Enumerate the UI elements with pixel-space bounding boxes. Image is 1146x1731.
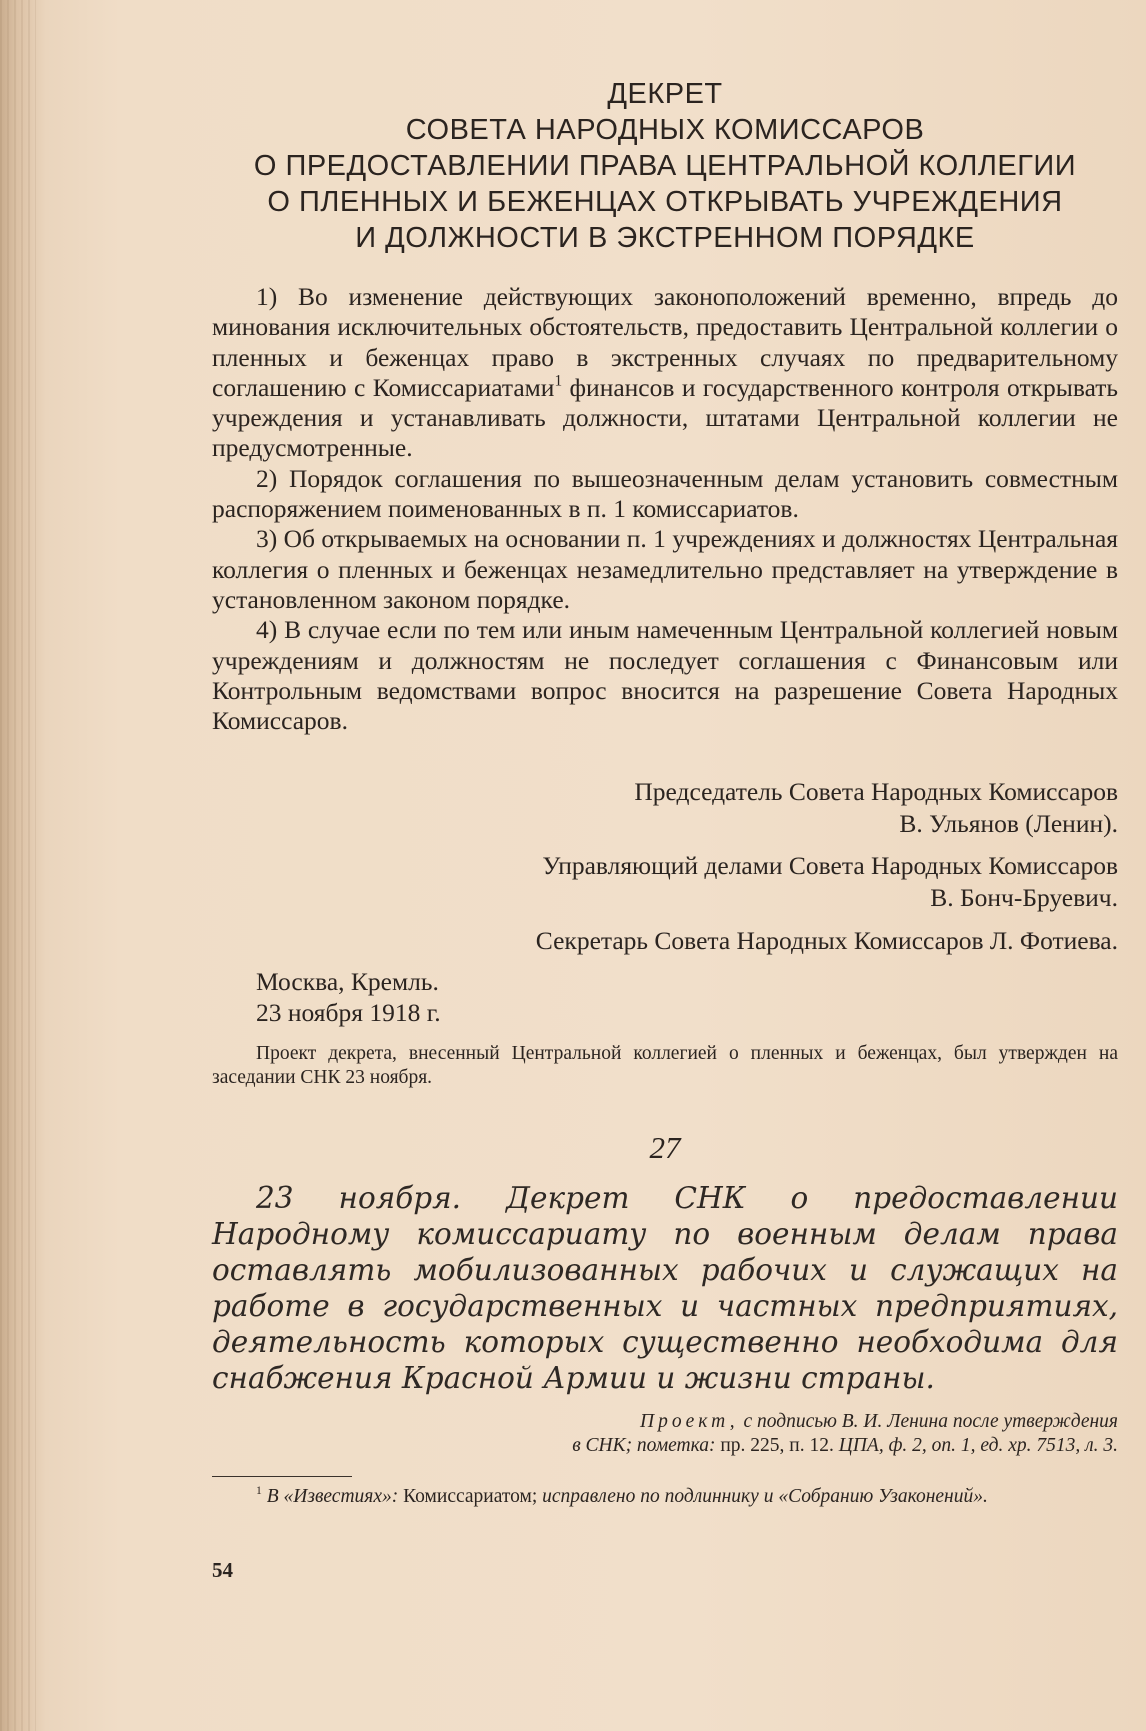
date: 23 ноября 1918 г. (256, 998, 441, 1027)
decree-body (212, 282, 1118, 736)
footnote-text-c: исправлено по подлиннику и «Собранию Узаконений». (537, 1486, 988, 1507)
title-line: О ПЛЕННЫХ И БЕЖЕНЦАХ ОТКРЫВАТЬ УЧРЕЖДЕНИЯ (267, 186, 1063, 218)
title-line: И ДОЛЖНОСТИ В ЭКСТРЕННОМ ПОРЯДКЕ (355, 222, 975, 254)
footnote-text-a: В «Известиях»: (266, 1486, 399, 1507)
document-number: 27 (649, 1130, 681, 1165)
source-line2-b: пр. 225, п. 12. (720, 1435, 834, 1456)
source-label: Проект, (640, 1411, 739, 1432)
editorial-note: Проект декрета, внесенный Центральной коллегией о пленных и беженцах, был утвержден на заседании СНК 23 ноября. (212, 1043, 1118, 1088)
source-line1: с подписью В. И. Ленина после утверждения (738, 1411, 1118, 1432)
signature-chair-name: В. Ульянов (Ленин). (899, 809, 1118, 838)
footnote-marker: 1 (256, 1483, 262, 1497)
footnote-reference: 1 (554, 372, 563, 390)
archival-source (572, 1410, 1118, 1458)
signature-chair-title: Председатель Совета Народных Комиссаров (634, 777, 1118, 806)
paragraph-1 (212, 282, 1118, 464)
place: Москва, Кремль. (256, 967, 439, 996)
paragraph-3: 3) Об открываемых на основании п. 1 учреждениях и должностях Центральная коллегия о пленных и беженцах незамедлительно представляет на утверждение в установленном законом порядке. (212, 524, 1118, 614)
source-line2-c: ЦПА, ф. 2, оп. 1, ед. хр. 7513, л. 3. (833, 1435, 1118, 1456)
footnote (212, 1484, 1118, 1510)
title-line: О ПРЕДОСТАВЛЕНИИ ПРАВА ЦЕНТРАЛЬНОЙ КОЛЛЕГИИ (253, 150, 1077, 182)
signature-manager-name: В. Бонч-Бруевич. (930, 883, 1118, 912)
paragraph-4: 4) В случае если по тем или иным намеченным Центральной коллегией новым учреждениям и должностям не последует соглашения с Финансовым или Контрольным ведомствами вопрос вносится на разрешение Совета Народных Комиссаров. (212, 615, 1118, 736)
decree-title (212, 76, 1118, 256)
page-number: 54 (212, 1558, 233, 1582)
paragraph-2: 2) Порядок соглашения по вышеозначенным делам установить совместным распоряжением поименованных в п. 1 комиссариатов. (212, 463, 1118, 524)
source-line2-a: в СНК; пометка: (572, 1435, 721, 1456)
title-line: ДЕКРЕТ (607, 78, 723, 110)
footnote-divider (212, 1476, 352, 1477)
signature-secretary: Секретарь Совета Народных Комиссаров Л. Фотиева. (535, 926, 1118, 955)
title-line: СОВЕТА НАРОДНЫХ КОМИССАРОВ (405, 114, 925, 146)
signature-manager-title: Управляющий делами Совета Народных Комиссаров (542, 851, 1118, 880)
document-heading: 23 ноября. Декрет СНК о предоставлении Народному комиссариату по военным делам права оставлять мобилизованных рабочих и служащих на работе в государственных и частных предприятиях, деятельность которых существенно необходима для снабжения Красной Армии и жизни страны. (212, 1181, 1118, 1395)
footnote-text-b: Комиссариатом; (398, 1486, 538, 1507)
p1-text-b: финансов и государственного контроля открывать учреждения и устанавливать должности, штатами Центральной коллегии не предусмотренные. (212, 372, 1118, 463)
p1-text-a: 1) Во изменение действующих законоположений временно, впредь до минования исключительных обстоятельств, предоставить Центральной коллегии о пленных и беженцах право в экстренных случаях по предварительному соглашению с Комиссариатами (212, 282, 1118, 402)
page-gutter (0, 0, 36, 1731)
